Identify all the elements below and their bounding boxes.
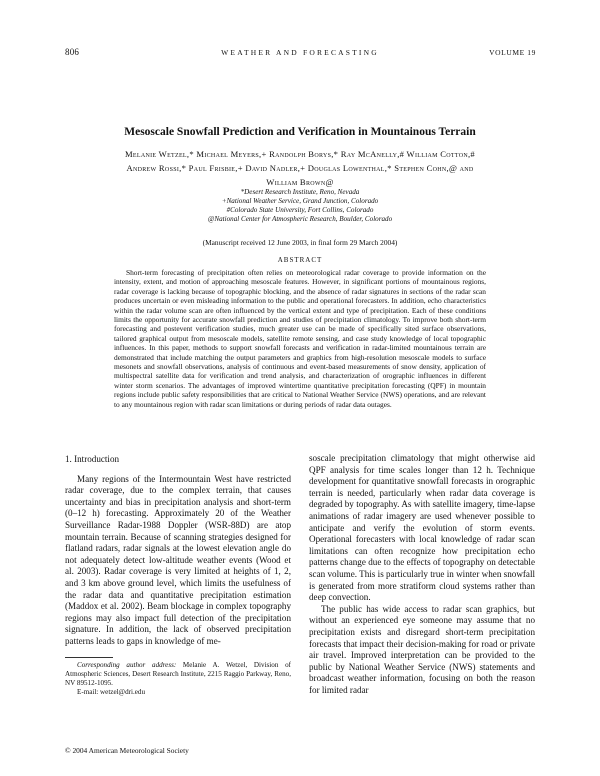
author-line-3: William Brown@ [266,177,334,187]
footnote-email: E-mail: wetzel@dri.edu [77,688,145,696]
manuscript-dates: (Manuscript received 12 June 2003, in final form 29 March 2004) [202,238,398,247]
right-column [309,453,535,696]
left-column [65,453,291,648]
intro-paragraph-1: Many regions of the Intermountain West have restricted radar coverage, due to the complex terrain, that causes uncertainty and bias in precipitation analysis and short-term (0–12 h) forecasting. Approximately 20 of the Weather Surveillance Radar-1988 Doppler (WSR-88D) are atop mountain terrain. Because of scanning strategies designed for flatland radars, radar signals at the lowest elevation angle do not adequately detect low-altitude weather events (Wood et al. 2003). Radar coverage is very limited at heights of 1, 2, and 3 km above ground level, which limits the usefulness of the radar data and quantitative precipitation estimation (Maddox et al. 2002). Beam blockage in complex topography regions may also impact full detection of the precipitation signature. In addition, the lack of observed precipitation patterns leads to gaps in knowledge of me- [65,473,291,646]
author-line-1: Melanie Wetzel,* Michael Meyers,+ Randolph Borys,* Ray McAnelly,# William Cotton,# [124,149,476,159]
intro-paragraph-2: The public has wide access to radar scan graphics, but without an experienced eye someone may assume that no precipitation exists and disregard short-term precipitation forecasts that impact their decision-making for road or private air travel. Improved interpretation can be provided to the public by National Weather Service (NWS) statements and broadcast weather information, focusing on both the reason for limited radar [309,603,535,695]
affiliation-csu: #Colorado State University, Fort Collins, Colorado [226,206,374,214]
abstract-heading: ABSTRACT [277,256,323,264]
footnote-address: Melanie A. Wetzel, Division of Atmospheric Sciences, Desert Research Institute, 2215 Raggio Parkway, Reno, NV 89512-1095. [65,661,291,687]
affiliation-nws: +National Weather Service, Grand Junction, Colorado [221,197,379,205]
running-header-journal: WEATHER AND FORECASTING [221,48,379,57]
paper-title: Mesoscale Snowfall Prediction and Verification in Mountainous Terrain [124,126,476,138]
affiliations [0,188,600,224]
page-number: 806 [65,47,80,57]
author-list [40,147,560,189]
running-header-volume: VOLUME 19 [489,48,536,57]
corresponding-author-footnote [65,661,291,697]
footnote-divider [65,657,113,658]
abstract-text: Short-term forecasting of precipitation often relies on meteorological radar coverage to provide information on the intensity, extent, and motion of approaching mesoscale features. However, in significant portions of mountainous regions, radar coverage is lacking because of topographic blocking, and the absence of radar signatures in sections of the radar scan produces uncertain or even misleading information to the public and operational forecasters. In addition, echo characteristics within the radar volume scan are often influenced by the vertical extent and type of precipitation. Each of these conditions limits the opportunity for accurate snowfall prediction and studies of precipitation climatology. To improve both short-term forecasting and postevent verification studies, much greater use can be made of specifically sited surface observations, tailored graphical output from mesoscale models, satellite remote sensing, and case study knowledge of local topographic influences. In this paper, methods to support snowfall forecasts and verification in radar-limited mountainous terrain are demonstrated that include matching the output parameters and graphics from high-resolution mesoscale models to surface mesonets and snowfall observations, analysis of continuous and event-based measurements of snow density, application of multispectral satellite data for verification and trend analysis, and characterization of orographic influences in different winter storm scenarios. The advantages of improved wintertime quantitative precipitation forecasting (QPF) in mountain regions include public safety responsibilities that are critical to National Weather Service (NWS) operations, and are relevant to any mountainous region with radar scan limitations or during periods of radar data outages. [114,268,486,409]
footnote-label: Corresponding author address: [77,661,177,669]
author-line-2: Andrew Rossi,* Paul Frisbie,+ David Nadler,+ Douglas Lowenthal,* Stephen Cohn,@ and [126,163,474,173]
copyright-notice: © 2004 American Meteorological Society [65,746,189,755]
affiliation-ncar: @National Center for Atmospheric Research, Boulder, Colorado [207,215,393,223]
affiliation-dri: *Desert Research Institute, Reno, Nevada [240,188,360,196]
section-title-introduction: 1. Introduction [65,454,120,464]
intro-paragraph-1-continued: soscale precipitation climatology that might otherwise aid QPF analysis for time scales longer than 12 h. Technique development for quantitative snowfall forecasts in orographic terrain is needed, particularly when radar data coverage is degraded by topography. As with satellite imagery, time-lapse animations of radar imagery are used whenever possible to anticipate and verify the evolution of storm events. Operational forecasters with local knowledge of radar scan limitations can often recognize how precipitation echo patterns change due to the effects of topography on detectable scan volume. This is particularly true in winter when snowfall is generated from more stratiform cloud systems rather than deep convection. [309,453,535,603]
